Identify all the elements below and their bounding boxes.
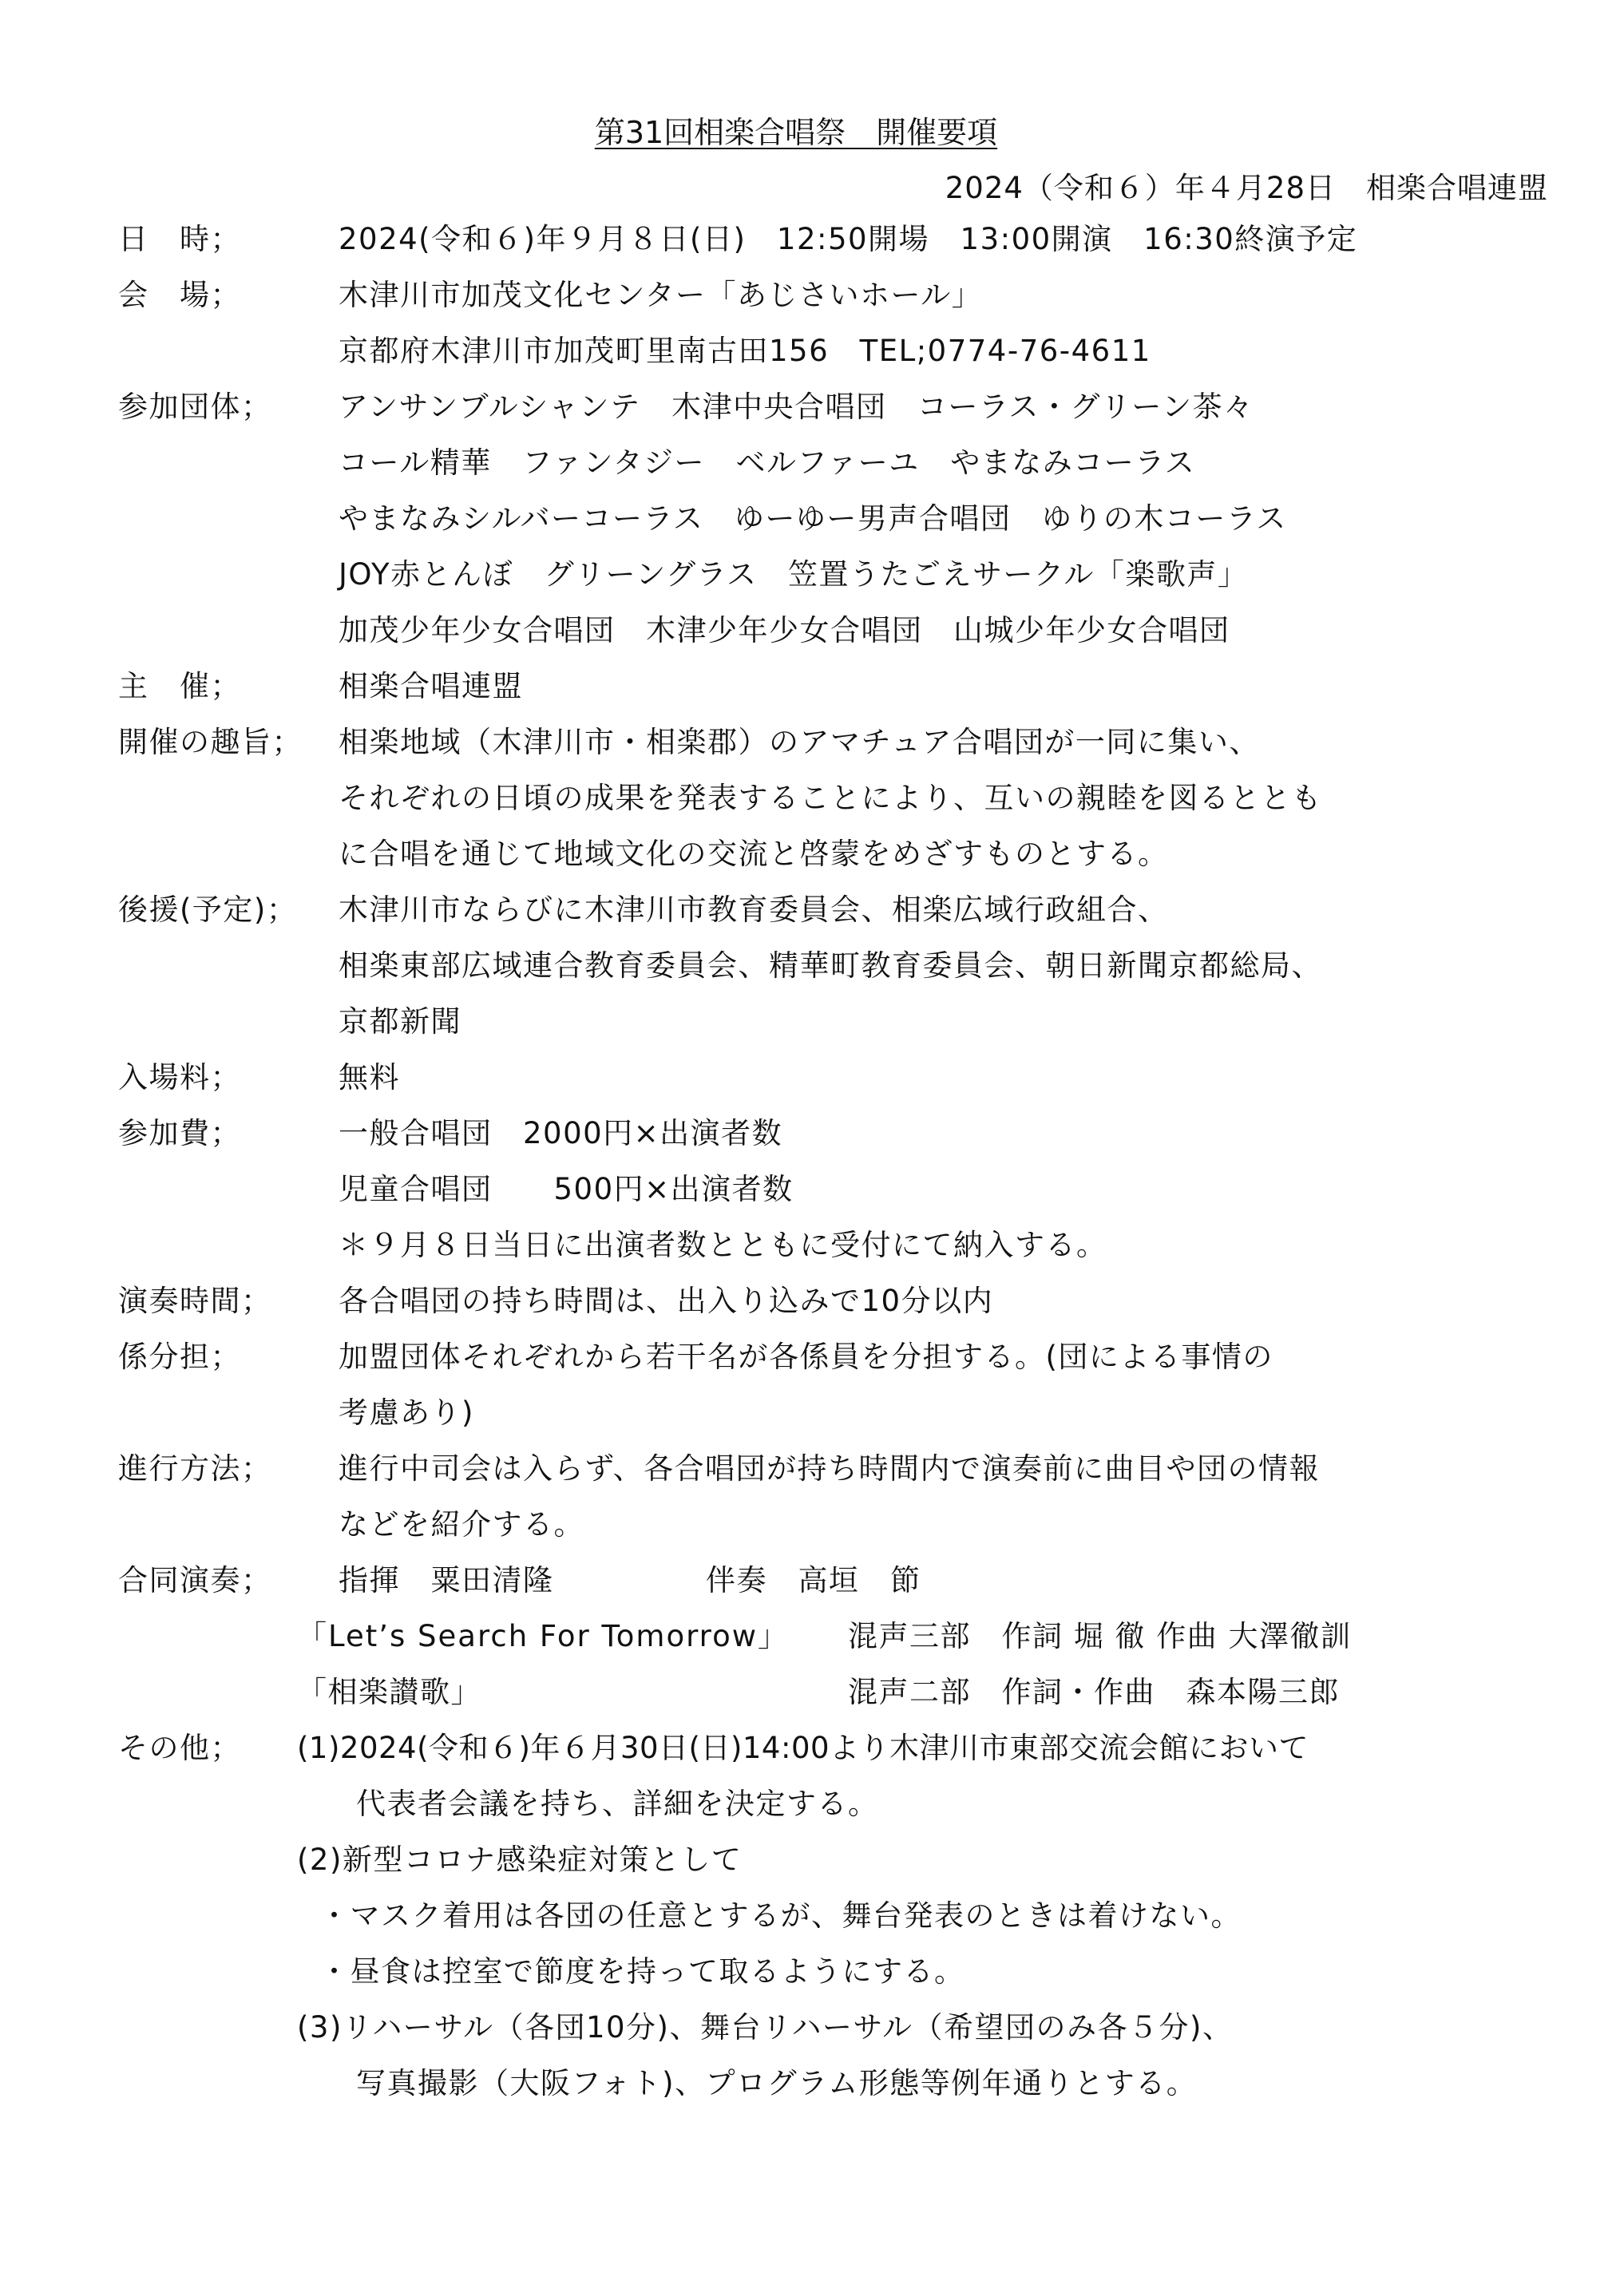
admission-label: 入場料； bbox=[118, 1060, 241, 1095]
song-title: 「相楽讃歌」 bbox=[297, 1675, 481, 1709]
groups-label: 参加団体； bbox=[118, 390, 272, 424]
procedure-line: などを紹介する。 bbox=[339, 1507, 584, 1542]
performance-time-label: 演奏時間； bbox=[118, 1284, 272, 1318]
other-line: ・昼食は控室で節度を持って取るようにする。 bbox=[319, 1954, 965, 1989]
song-title: 「Let’s Search For Tomorrow」 bbox=[297, 1619, 789, 1653]
admission-value: 無料 bbox=[339, 1060, 400, 1095]
groups-line: コール精華 ファンタジー ベルファーユ やまなみコーラス bbox=[339, 445, 1196, 480]
joint-accompanist: 伴奏 高垣 節 bbox=[706, 1563, 921, 1597]
venue-name: 木津川市加茂文化センター「あじさいホール」 bbox=[339, 278, 983, 312]
venue-address: 京都府木津川市加茂町里南古田156 TEL;0774-76-4611 bbox=[339, 334, 1151, 368]
fee-line: 一般合唱団 2000円×出演者数 bbox=[339, 1116, 783, 1150]
groups-line: アンサンブルシャンテ 木津中央合唱団 コーラス・グリーン茶々 bbox=[339, 390, 1254, 424]
other-line: 写真撮影（大阪フォト)、プログラム形態等例年通りとする。 bbox=[356, 2066, 1198, 2100]
other-line: (3)リハーサル（各団10分)、舞台リハーサル（希望団のみ各５分)、 bbox=[297, 2010, 1234, 2045]
other-label: その他； bbox=[118, 1731, 241, 1765]
venue-label: 会 場； bbox=[118, 278, 241, 312]
support-line: 京都新聞 bbox=[339, 1004, 461, 1039]
staff-label: 係分担； bbox=[118, 1340, 241, 1374]
purpose-line: 相楽地域（木津川市・相楽郡）のアマチュア合唱団が一同に集い、 bbox=[339, 725, 1260, 759]
datetime-value: 2024(令和６)年９月８日(日) 12:50開場 13:00開演 16:30終演予定 bbox=[339, 222, 1358, 256]
other-line: 代表者会議を持ち、詳細を決定する。 bbox=[356, 1787, 879, 1821]
groups-line: やまなみシルバーコーラス ゆーゆー男声合唱団 ゆりの木コーラス bbox=[339, 501, 1287, 536]
organizer-value: 相楽合唱連盟 bbox=[339, 669, 523, 703]
song-detail: 混声二部 作詞・作曲 森本陽三郎 bbox=[848, 1675, 1340, 1709]
groups-line: JOY赤とんぼ グリーングラス 笠置うたごえサークル「楽歌声」 bbox=[339, 557, 1249, 592]
purpose-line: それぞれの日頃の成果を発表することにより、互いの親睦を図るととも bbox=[339, 781, 1322, 815]
fee-line: ＊９月８日当日に出演者数とともに受付にて納入する。 bbox=[339, 1228, 1107, 1262]
purpose-line: に合唱を通じて地域文化の交流と啓蒙をめざすものとする。 bbox=[339, 837, 1169, 871]
fee-line: 児童合唱団 500円×出演者数 bbox=[339, 1172, 794, 1206]
procedure-line: 進行中司会は入らず、各合唱団が持ち時間内で演奏前に曲目や団の情報 bbox=[339, 1451, 1321, 1486]
datetime-label: 日 時； bbox=[118, 222, 241, 256]
fee-label: 参加費； bbox=[118, 1116, 241, 1150]
groups-line: 加茂少年少女合唱団 木津少年少女合唱団 山城少年少女合唱団 bbox=[339, 613, 1230, 647]
purpose-label: 開催の趣旨； bbox=[118, 725, 303, 759]
support-label: 後援(予定)； bbox=[118, 893, 298, 927]
procedure-label: 進行方法； bbox=[118, 1451, 272, 1486]
staff-line: 考慮あり) bbox=[339, 1395, 474, 1430]
song-detail: 混声三部 作詞 堀 徹 作曲 大澤徹訓 bbox=[848, 1619, 1352, 1653]
joint-label: 合同演奏； bbox=[118, 1563, 272, 1597]
performance-time-value: 各合唱団の持ち時間は、出入り込みで10分以内 bbox=[339, 1284, 994, 1318]
other-line: (2)新型コロナ感染症対策として bbox=[297, 1843, 743, 1877]
staff-line: 加盟団体それぞれから若干名が各係員を分担する。(団による事情の bbox=[339, 1340, 1273, 1374]
joint-conductor: 指揮 粟田清隆 bbox=[339, 1563, 554, 1597]
support-line: 木津川市ならびに木津川市教育委員会、相楽広域行政組合、 bbox=[339, 893, 1169, 927]
issue-dateline: 2024（令和６）年４月28日 相楽合唱連盟 bbox=[945, 171, 1548, 205]
organizer-label: 主 催； bbox=[118, 669, 241, 703]
other-line: (1)2024(令和６)年６月30日(日)14:00より木津川市東部交流会館において bbox=[297, 1731, 1309, 1765]
document-title: 第31回相楽合唱祭 開催要項 bbox=[594, 115, 998, 150]
support-line: 相楽東部広域連合教育委員会、精華町教育委員会、朝日新聞京都総局、 bbox=[339, 948, 1322, 983]
other-line: ・マスク着用は各団の任意とするが、舞台発表のときは着けない。 bbox=[319, 1898, 1242, 1933]
